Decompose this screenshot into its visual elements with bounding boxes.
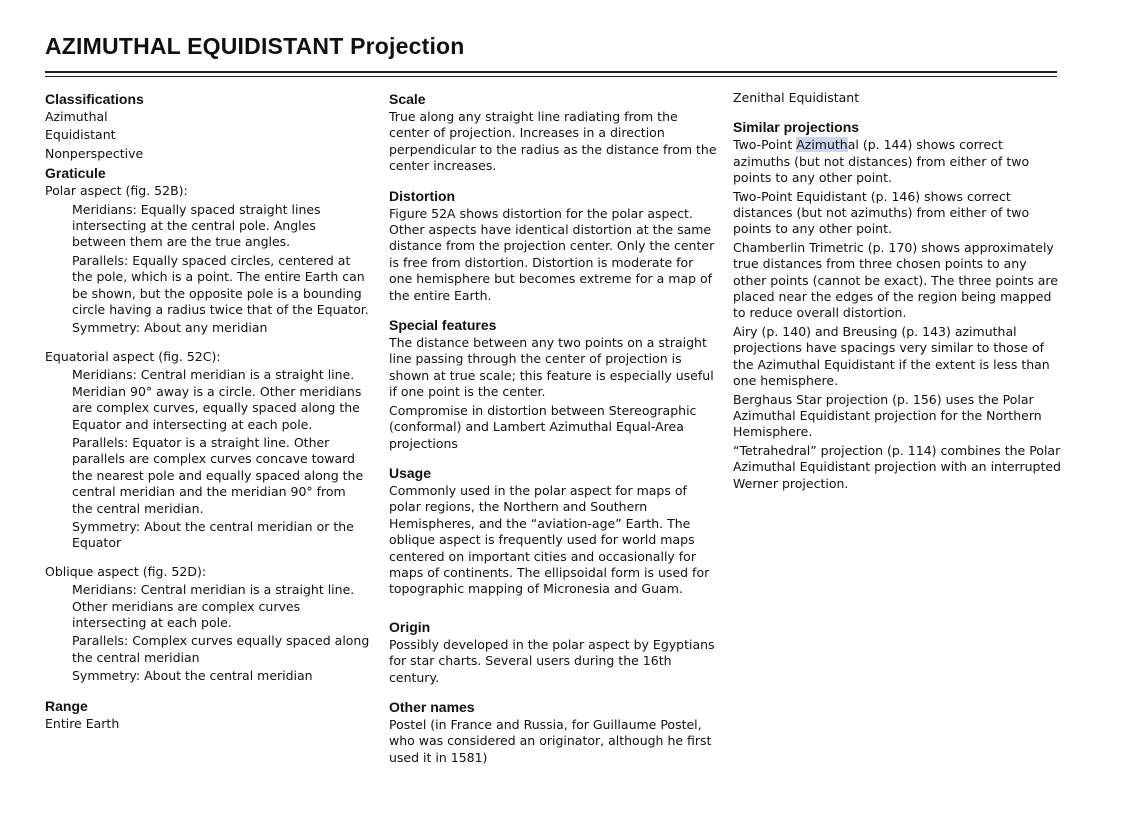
similar-item-text: Two-Point — [733, 137, 797, 153]
similar-item: Airy (p. 140) and Breusing (p. 143) azimuthal projections have spacings very similar to those of the Azimuthal Equidistant if the extent is less than one hemisphere. — [733, 323, 1050, 389]
range-text: Entire Earth — [45, 715, 120, 731]
graticule-heading: Graticule — [45, 165, 106, 182]
oblique-symmetry: Symmetry: About the central meridian — [72, 668, 313, 684]
similar-item — [733, 137, 1063, 186]
polar-parallels: Parallels: Equally spaced circles, centered at the pole, which is a point. The entire Earth can be shown, but the opposite pole is a bounding circle having a radius twice that of the Equator. — [72, 252, 369, 318]
origin-text: Possibly developed in the polar aspect by Egyptians for star charts. Several users during the 16th century. — [389, 636, 715, 685]
column-right — [733, 90, 1063, 805]
similar-projections-heading: Similar projections — [733, 119, 860, 136]
polar-symmetry: Symmetry: About any meridian — [72, 320, 268, 336]
similar-item: Chamberlin Trimetric (p. 170) shows approximately true distances from three chosen points to any other points (cannot be exact). The three points are placed near the edges of the region being mapped to reduce overall distortion. — [733, 239, 1058, 321]
range-heading: Range — [45, 697, 88, 714]
polar-meridians: Meridians: Equally spaced straight lines intersecting at the central pole. Angles between them are the true angles. — [72, 201, 321, 250]
special-features-text: Compromise in distortion between Stereographic (conformal) and Lambert Azimuthal Equal-Area projections — [389, 402, 697, 451]
distortion-text: Figure 52A shows distortion for the polar aspect. Other aspects have identical distortion at the same distance from the projection center. Only the center is free from distortion. Distortion is moderate for one hemisphere but becomes extreme for a map of the entire Earth. — [389, 205, 715, 303]
equatorial-symmetry: Symmetry: About the central meridian or the Equator — [72, 518, 354, 551]
polar-aspect-label: Polar aspect (fig. 52B): — [45, 183, 188, 199]
oblique-aspect-label: Oblique aspect (fig. 52D): — [45, 563, 207, 579]
similar-item: Two-Point Equidistant (p. 146) shows correct distances (but not azimuths) from either of two points to any other point. — [733, 188, 1030, 237]
classification-item: Azimuthal — [45, 109, 108, 124]
column-left — [45, 90, 370, 805]
page-title: AZIMUTHAL EQUIDISTANT Projection — [45, 33, 465, 59]
search-highlight: Azimuth — [796, 137, 848, 153]
similar-item: “Tetrahedral” projection (p. 114) combines the Polar Azimuthal Equidistant projection with an interrupted Werner projection. — [733, 442, 1061, 491]
title-rule-thick — [45, 71, 1057, 73]
special-features-heading: Special features — [389, 317, 497, 334]
origin-heading: Origin — [389, 618, 431, 635]
scale-text: True along any straight line radiating from the center of projection. Increases in a direction perpendicular to the radius as the distance from the center increases. — [389, 109, 717, 174]
usage-text: Commonly used in the polar aspect for maps of polar regions, the Northern and Southern Hemispheres, and the “aviation-age” Earth. The oblique aspect is frequently used for world maps centered on important cities and occasionally for maps of continents. The ellipsoidal form is used for topographic mapping of Micronesia and Guam. — [389, 482, 710, 597]
title-rule-thin — [45, 76, 1057, 77]
other-names-alt: Zenithal Equidistant — [733, 90, 860, 105]
classification-item: Equidistant — [45, 127, 116, 143]
oblique-meridians: Meridians: Central meridian is a straight line. Other meridians are complex curves intersecting at each pole. — [72, 582, 355, 630]
scale-heading: Scale — [389, 91, 426, 107]
classifications-heading: Classifications — [45, 91, 144, 107]
usage-heading: Usage — [389, 464, 432, 481]
distortion-heading: Distortion — [389, 187, 456, 204]
special-features-text: The distance between any two points on a straight line passing through the center of projection is shown at true scale; this feature is especially useful if one point is the center. — [389, 335, 714, 400]
equatorial-parallels: Parallels: Equator is a straight line. Other parallels are complex curves concave toward the nearest pole and equally spaced along the central meridian and the meridian 90° from the central meridian. — [72, 434, 364, 516]
other-names-text: Postel (in France and Russia, for Guillaume Postel, who was considered an originator, although he first used it in 1581) — [389, 716, 712, 765]
equatorial-meridians: Meridians: Central meridian is a straight line. Meridian 90° away is a circle. Other meridians are complex curves, equally spaced along the Equator and intersecting at each pole. — [72, 367, 362, 432]
similar-item-text: al (p. 144) shows correct azimuths (but not distances) from either of two points to any other point. — [733, 137, 1030, 186]
oblique-parallels: Parallels: Complex curves equally spaced along the central meridian — [72, 633, 370, 665]
classification-item: Nonperspective — [45, 145, 144, 161]
equatorial-aspect-label: Equatorial aspect (fig. 52C): — [45, 348, 221, 364]
column-middle — [389, 90, 719, 805]
similar-item: Berghaus Star projection (p. 156) uses the Polar Azimuthal Equidistant projection for the Northern Hemisphere. — [733, 391, 1042, 440]
other-names-heading: Other names — [389, 698, 475, 715]
